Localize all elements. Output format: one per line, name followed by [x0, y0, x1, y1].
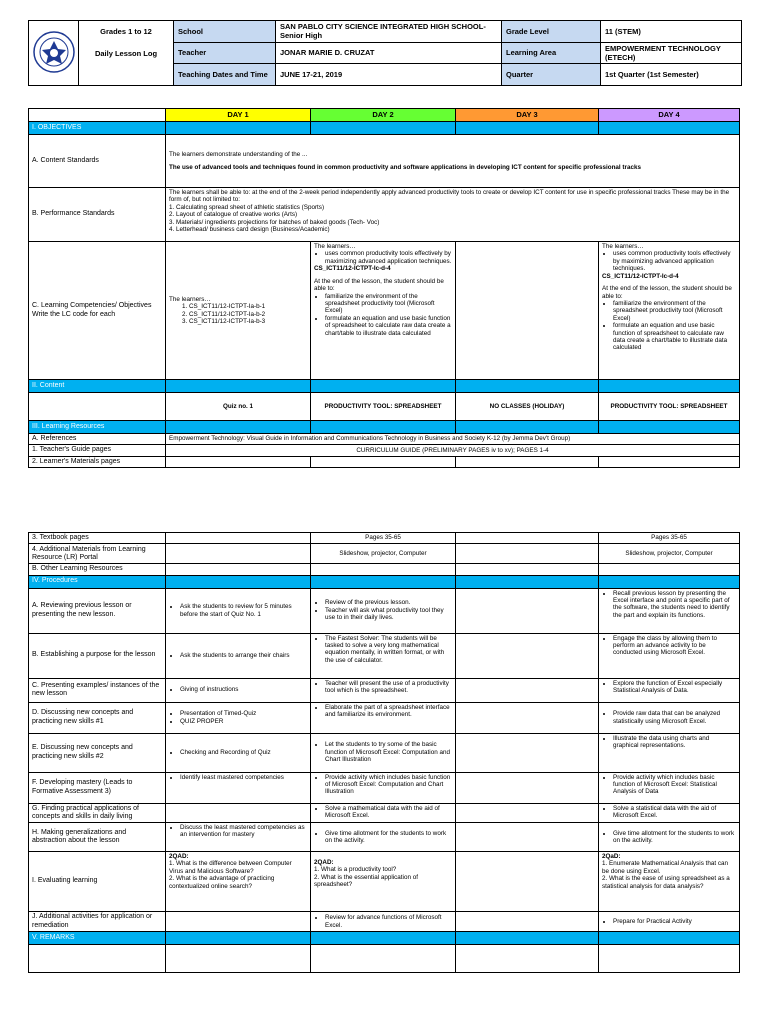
content-standards-body: The use of advanced tools and techniques found in common productivity and software applications in developing ICT content for specific professional tracks [169, 164, 641, 171]
section-remarks: V. REMARKS [29, 932, 166, 945]
textbook-day4: Pages 35-65 [599, 533, 740, 544]
section-procedures: IV. Procedures [29, 575, 166, 588]
list-item: • Review of the previous lesson. [325, 599, 452, 606]
textbook-label: 3. Textbook pages [29, 533, 166, 544]
remarks-day3 [456, 945, 599, 973]
performance-item: 3. Materials/ ingredients projections for batches of baked goods (Tech- Voc) [169, 218, 380, 226]
quarter-value: 1st Quarter (1st Semester) [601, 64, 742, 86]
list-item: • Recall previous lesson by presenting the Excel interface and point a specific part of the software, the students need to identify the part and explain its functions. [613, 590, 736, 620]
additional-materials-label: 4. Additional Materials from Learning Resource (LR) Portal [29, 544, 166, 564]
list-item: 2. What is the ease of using spreadsheet as a statistical analysis for data analysis? [602, 875, 730, 890]
learners-materials-label: 2. Learner's Materials pages [29, 456, 166, 467]
list-item: • Discuss the least mastered competencies as an intervention for mastery [180, 824, 307, 839]
performance-standards-label: B. Performance Standards [29, 188, 166, 242]
learning-area-label: Learning Area [502, 42, 601, 64]
qad-title: 2QAD: [169, 853, 189, 860]
lc-code: CS_ICT11/12-ICTPT-Ic-d-4 [602, 272, 679, 280]
list-item: • Identify least mastered competencies [180, 774, 307, 781]
lesson-table-top [28, 108, 740, 468]
list-item: 2. What is the advantage of practicing contextualized online search? [169, 875, 275, 890]
competencies-day2-end: At the end of the lesson, the student should be able to: [314, 277, 444, 293]
list-item: • Let the students to try some of the basic function of Microsoft Excel: Computation and Chart Illustration [325, 741, 452, 763]
dates-label: Teaching Dates and Time [174, 64, 276, 86]
section-objectives: I. OBJECTIVES [29, 122, 166, 135]
proc-c-label: C. Presenting examples/ instances of the new lesson [29, 678, 166, 702]
header-table [28, 20, 742, 86]
competencies-day3 [456, 242, 599, 380]
competencies-day4-end: At the end of the lesson, the student should be able to: [602, 285, 732, 300]
list-item: • Ask the students to review for 5 minutes before the start of Quiz No. 1 [180, 603, 307, 618]
grade-level-value: 11 (STEM) [601, 21, 742, 43]
proc-b-label: B. Establishing a purpose for the lesson [29, 633, 166, 678]
list-item: 1. What is a productivity tool? [314, 866, 397, 874]
list-item: • Provide raw data that can be analyzed statistically using Microsoft Excel. [613, 710, 736, 725]
list-item: • formulate an equation and use basic function of spreadsheet to calculate raw data create a chart/table to illustrate data calculated [613, 322, 736, 352]
competencies-day4 [599, 242, 740, 380]
day-2-header: DAY 2 [311, 109, 456, 122]
list-item: 2. CS_ICT11/12-ICTPT-Ia-b-2 [189, 311, 307, 318]
list-item: • uses common productivity tools effectively by maximizing advanced application techniques. [613, 250, 736, 272]
content-day4: PRODUCTIVITY TOOL: SPREADSHEET [599, 393, 740, 421]
proc-g-label: G. Finding practical applications of concepts and skills in daily living [29, 803, 166, 823]
list-item: 1. CS_ICT11/12-ICTPT-Ia-b-1 [189, 303, 307, 310]
list-item: • Give time allotment for the students to work on the activity. [325, 830, 452, 845]
content-day2: PRODUCTIVITY TOOL: SPREADSHEET [311, 393, 456, 421]
teachers-guide-label: 1. Teacher's Guide pages [29, 445, 166, 456]
list-item: 2. What is the essential application of spreadsheet? [314, 873, 418, 889]
list-item: • Review for advance functions of Microsoft Excel. [325, 914, 452, 929]
list-item: • Teacher will ask what productivity tool they use to in their daily lives. [325, 607, 452, 622]
list-item: • Teacher will present the use of a productivity tool which is the spreadsheet. [325, 680, 452, 695]
day-3-header: DAY 3 [456, 109, 599, 122]
proc-i-label: I. Evaluating learning [29, 852, 166, 912]
additional-day2: Slideshow, projector, Computer [311, 544, 456, 564]
performance-intro: The learners shall be able to: at the end of the 2-week period independently apply advanced productivity tools to create or develop ICT content for use in specific professional tracks These may be in the form of, but not limited to: [169, 189, 730, 204]
list-item: • Explore the function of Excel especially Statistical Analysis of Data. [613, 680, 736, 695]
content-standards-text [166, 135, 740, 188]
list-item: 1. Enumerate Mathematical Analysis that can be done using Excel. [602, 860, 729, 875]
references-label: A. References [29, 434, 166, 445]
list-item: • Give time allotment for the students to work on the activity. [613, 830, 736, 845]
competencies-day4-intro: The learners… [602, 243, 644, 250]
proc-h-label: H. Making generalizations and abstraction about the lesson [29, 823, 166, 852]
references-text: Empowerment Technology: Visual Guide in Information and Communications Technology in Business and Society K-12 (by Jemma Dev't Group) [166, 434, 740, 445]
list-item: 1. What is the difference between Computer Virus and Malicious Software? [169, 860, 292, 875]
list-item: • Prepare for Practical Activity [613, 918, 736, 925]
content-standards-intro: The learners demonstrate understanding of the ... [169, 150, 308, 158]
day-header-blank [29, 109, 166, 122]
school-label: School [174, 21, 276, 43]
list-item: • uses common productivity tools effectively by maximizing advanced application techniques. [325, 250, 452, 265]
list-item: 3. CS_ICT11/12-ICTPT-Ia-b-3 [189, 318, 307, 325]
teachers-guide-text: CURRICULUM GUIDE (PRELIMINARY PAGES iv to xv); PAGES 1-4 [166, 445, 740, 456]
log-titles [79, 21, 174, 86]
competencies-day1-intro: The learners… [169, 295, 211, 303]
list-item: • Solve a mathematical data with the aid of Microsoft Excel. [325, 805, 452, 820]
list-item: • familiarize the environment of the spreadsheet productivity tool (Microsoft Excel) [325, 293, 452, 315]
dates-value: JUNE 17-21, 2019 [276, 64, 502, 86]
textbook-day2: Pages 35-65 [311, 533, 456, 544]
performance-standards-text [166, 188, 740, 242]
content-standards-label: A. Content Standards [29, 135, 166, 188]
list-item: • QUIZ PROPER [180, 718, 307, 725]
teacher-value: JONAR MARIE D. CRUZAT [276, 42, 502, 64]
section-resources: III. Learning Resources [29, 421, 166, 434]
list-item: • Giving of instructions [180, 686, 307, 693]
deped-seal-icon [33, 31, 75, 73]
quarter-label: Quarter [502, 64, 601, 86]
competencies-day1 [166, 242, 311, 380]
day-1-header: DAY 1 [166, 109, 311, 122]
lesson-table-bottom [28, 532, 740, 973]
additional-day4: Slideshow, projector, Computer [599, 544, 740, 564]
competencies-label: C. Learning Competencies/ Objectives Write the LC code for each [29, 242, 166, 380]
qad-title: 2QaD: [602, 853, 621, 860]
performance-item: 1. Calculating spread sheet of athletic statistics (Sports) [169, 203, 325, 211]
learning-area-value: EMPOWERMENT TECHNOLOGY (ETECH) [601, 42, 742, 64]
school-value: SAN PABLO CITY SCIENCE INTEGRATED HIGH SCHOOL- Senior High [276, 21, 502, 43]
proc-e-label: E. Discussing new concepts and practicing new skills #2 [29, 733, 166, 772]
list-item: • Engage the class by allowing them to perform an advance activity to be conducted using Microsoft Excel. [613, 635, 736, 657]
list-item: • Ask the students to arrange their chairs [180, 652, 307, 659]
log-title: Daily Lesson Log [94, 49, 158, 58]
list-item: • Provide activity which includes basic function of Microsoft Excel: Computation and Chart Illustration [325, 774, 452, 796]
day-4-header: DAY 4 [599, 109, 740, 122]
list-item: • Solve a statistical data with the aid of Microsoft Excel. [613, 805, 736, 820]
performance-item: 2. Layout of catalogue of creative works (Arts) [169, 211, 298, 219]
list-item: • The Fastest Solver: The students will be tasked to solve a very long mathematical equation mentally, in written format, or with the use of calculator. [325, 635, 452, 665]
list-item: • Provide activity which includes basic function of Microsoft Excel: Statistical Analysis of Data [613, 774, 736, 796]
list-item: • Elaborate the part of a spreadsheet interface and familiarize its environment. [325, 704, 452, 719]
remarks-cell [29, 945, 166, 973]
remarks-day2 [311, 945, 456, 973]
grade-level-label: Grade Level [502, 21, 601, 43]
teacher-label: Teacher [174, 42, 276, 64]
lc-code: CS_ICT11/12-ICTPT-Ic-d-4 [314, 265, 391, 273]
section-content: II. Content [29, 380, 166, 393]
list-item: • familiarize the environment of the spreadsheet productivity tool (Microsoft Excel) [613, 300, 736, 322]
remarks-day1 [166, 945, 311, 973]
list-item: • Illustrate the data using charts and graphical representations. [613, 735, 736, 750]
remarks-day4 [599, 945, 740, 973]
performance-item: 4. Letterhead/ business card design (Business/Academic) [169, 226, 330, 234]
proc-d-label: D. Discussing new concepts and practicing new skills #1 [29, 702, 166, 733]
list-item: • Presentation of Timed-Quiz [180, 710, 307, 717]
proc-a-label: A. Reviewing previous lesson or presenting the new lesson. [29, 588, 166, 633]
competencies-day2 [311, 242, 456, 380]
competencies-day2-intro: The learners… [314, 243, 356, 250]
other-resources-label: B. Other Learning Resources [29, 564, 166, 575]
content-day1: Quiz no. 1 [166, 393, 311, 421]
proc-f-label: F. Developing mastery (Leads to Formative Assessment 3) [29, 772, 166, 803]
list-item: • Checking and Recording of Quiz [180, 749, 307, 756]
content-day3: NO CLASSES (HOLIDAY) [456, 393, 599, 421]
qad-title: 2QAD: [314, 859, 334, 866]
list-item: • formulate an equation and use basic function of spreadsheet to calculate raw data create a chart/table to illustrate data calculated [325, 315, 452, 337]
proc-j-label: J. Additional activities for application or remediation [29, 912, 166, 932]
deped-seal [29, 21, 79, 86]
grades-title: Grades 1 to 12 [100, 27, 152, 36]
